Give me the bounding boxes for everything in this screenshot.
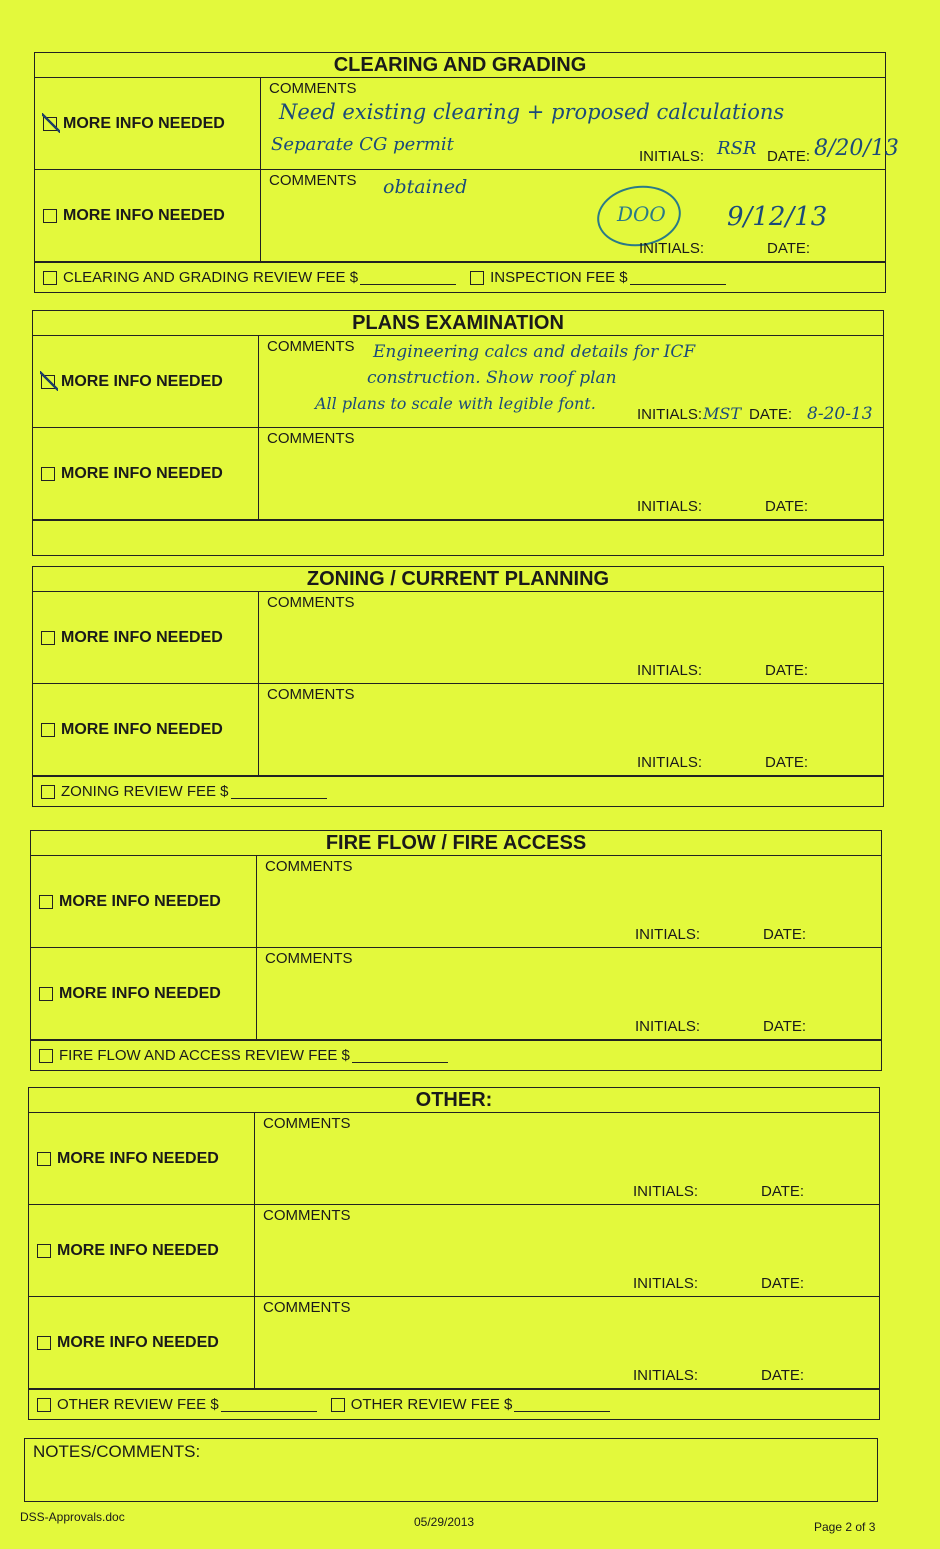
comments-label: COMMENTS <box>263 1207 351 1224</box>
initials-label: INITIALS: <box>637 406 703 423</box>
fee-blank[interactable] <box>221 1397 317 1412</box>
handwritten-comment: construction. Show roof plan <box>367 368 617 388</box>
footer-date: 05/29/2013 <box>414 1515 475 1529</box>
date-label: DATE: <box>765 662 809 679</box>
more-info-checkbox[interactable] <box>39 895 53 909</box>
review-row <box>29 1113 879 1205</box>
review-row <box>29 1205 879 1297</box>
more-info-checkbox[interactable] <box>37 1244 51 1258</box>
fee-blank[interactable] <box>352 1048 448 1063</box>
date-label: DATE: <box>767 148 811 165</box>
review-row <box>33 684 883 776</box>
comments-label: COMMENTS <box>267 338 355 355</box>
fee-row <box>33 776 883 806</box>
footer-page-number: Page 2 of 3 <box>814 1520 876 1534</box>
more-info-checkbox[interactable] <box>41 723 55 737</box>
review-row <box>35 78 899 170</box>
initials-label: INITIALS: <box>639 240 705 257</box>
fee-label: FIRE FLOW AND ACCESS REVIEW FEE $ <box>59 1047 350 1064</box>
comments-label: COMMENTS <box>269 80 357 97</box>
more-info-checkbox[interactable] <box>41 631 55 645</box>
initials-label: INITIALS: <box>637 498 703 515</box>
handwritten-initials: DOO <box>617 202 666 226</box>
handwritten-initials: MST <box>703 404 742 423</box>
more-info-checkbox[interactable] <box>37 1152 51 1166</box>
more-info-label: MORE INFO NEEDED <box>59 984 221 1002</box>
more-info-label: MORE INFO NEEDED <box>61 628 223 646</box>
initials-label: INITIALS: <box>633 1367 699 1384</box>
footer-filename: DSS-Approvals.doc <box>20 1510 125 1524</box>
section-title: PLANS EXAMINATION <box>33 311 883 336</box>
fee-checkbox[interactable] <box>470 271 484 285</box>
fee-blank[interactable] <box>231 784 327 799</box>
section-title: OTHER: <box>29 1088 879 1113</box>
comments-label: COMMENTS <box>269 172 357 189</box>
more-info-label: MORE INFO NEEDED <box>61 372 223 390</box>
review-row <box>35 170 885 262</box>
more-info-label: MORE INFO NEEDED <box>61 720 223 738</box>
initials-label: INITIALS: <box>635 1018 701 1035</box>
handwritten-date: 8/20/13 <box>814 136 899 161</box>
fee-label: ZONING REVIEW FEE $ <box>61 783 229 800</box>
date-label: DATE: <box>761 1275 805 1292</box>
initials-label: INITIALS: <box>639 148 705 165</box>
fee-row <box>35 262 885 292</box>
more-info-label: MORE INFO NEEDED <box>63 206 225 224</box>
clearing-grading-section <box>34 52 899 293</box>
date-label: DATE: <box>749 406 793 423</box>
date-label: DATE: <box>761 1183 805 1200</box>
fire-section <box>30 830 882 1071</box>
fee-checkbox[interactable] <box>37 1398 51 1412</box>
more-info-checkbox[interactable] <box>41 467 55 481</box>
fee-label: CLEARING AND GRADING REVIEW FEE $ <box>63 269 359 286</box>
fee-blank[interactable] <box>630 270 726 285</box>
date-label: DATE: <box>763 1018 807 1035</box>
fee-row <box>29 1389 879 1419</box>
initials-label: INITIALS: <box>633 1183 699 1200</box>
comments-label: COMMENTS <box>267 430 355 447</box>
initials-label: INITIALS: <box>635 926 701 943</box>
zoning-section <box>32 566 884 807</box>
review-row <box>33 336 883 428</box>
notes-comments-box[interactable] <box>24 1438 878 1502</box>
notes-label: NOTES/COMMENTS: <box>33 1442 201 1461</box>
more-info-checkbox[interactable] <box>37 1336 51 1350</box>
more-info-label: MORE INFO NEEDED <box>57 1241 219 1259</box>
date-label: DATE: <box>765 498 809 515</box>
handwritten-comment: Engineering calcs and details for ICF <box>373 342 696 362</box>
handwritten-date: 9/12/13 <box>727 202 828 232</box>
date-label: DATE: <box>761 1367 805 1384</box>
fee-label: OTHER REVIEW FEE $ <box>57 1396 219 1413</box>
review-row <box>33 428 883 520</box>
fee-label: OTHER REVIEW FEE $ <box>350 1396 513 1413</box>
initials-label: INITIALS: <box>633 1275 699 1292</box>
more-info-label: MORE INFO NEEDED <box>61 464 223 482</box>
comments-label: COMMENTS <box>265 950 353 967</box>
more-info-label: MORE INFO NEEDED <box>63 114 225 132</box>
fee-checkbox[interactable] <box>39 1049 53 1063</box>
fee-checkbox[interactable] <box>331 1398 345 1412</box>
section-title: FIRE FLOW / FIRE ACCESS <box>31 831 881 856</box>
handwritten-date: 8-20-13 <box>807 404 873 424</box>
date-label: DATE: <box>765 754 809 771</box>
more-info-label: MORE INFO NEEDED <box>57 1149 219 1167</box>
review-row <box>29 1297 879 1389</box>
fee-blank[interactable] <box>514 1397 610 1412</box>
handwritten-comment: Separate CG permit <box>271 134 454 155</box>
initials-label: INITIALS: <box>637 662 703 679</box>
review-row <box>31 856 881 948</box>
comments-label: COMMENTS <box>263 1115 351 1132</box>
more-info-checkbox[interactable] <box>43 117 57 131</box>
comments-label: COMMENTS <box>263 1299 351 1316</box>
fee-label: INSPECTION FEE $ <box>490 269 628 286</box>
more-info-checkbox[interactable] <box>41 375 55 389</box>
date-label: DATE: <box>767 240 811 257</box>
comments-label: COMMENTS <box>265 858 353 875</box>
handwritten-initials: RSR <box>717 138 757 159</box>
comments-label: COMMENTS <box>267 686 355 703</box>
more-info-checkbox[interactable] <box>43 209 57 223</box>
fee-row <box>31 1040 881 1070</box>
fee-checkbox[interactable] <box>43 271 57 285</box>
fee-blank[interactable] <box>360 270 456 285</box>
initials-label: INITIALS: <box>637 754 703 771</box>
handwritten-comment: Need existing clearing + proposed calculations <box>279 100 785 124</box>
date-label: DATE: <box>763 926 807 943</box>
comments-label: COMMENTS <box>267 594 355 611</box>
blank-row <box>33 520 883 555</box>
plans-examination-section <box>32 310 884 556</box>
handwritten-comment: All plans to scale with legible font. <box>315 394 596 413</box>
more-info-label: MORE INFO NEEDED <box>57 1333 219 1351</box>
section-title: ZONING / CURRENT PLANNING <box>33 567 883 592</box>
section-title: CLEARING AND GRADING <box>35 53 885 78</box>
handwritten-comment: obtained <box>383 176 468 198</box>
fee-checkbox[interactable] <box>41 785 55 799</box>
other-section <box>28 1087 880 1420</box>
review-row <box>33 592 883 684</box>
review-row <box>31 948 881 1040</box>
more-info-label: MORE INFO NEEDED <box>59 892 221 910</box>
more-info-checkbox[interactable] <box>39 987 53 1001</box>
